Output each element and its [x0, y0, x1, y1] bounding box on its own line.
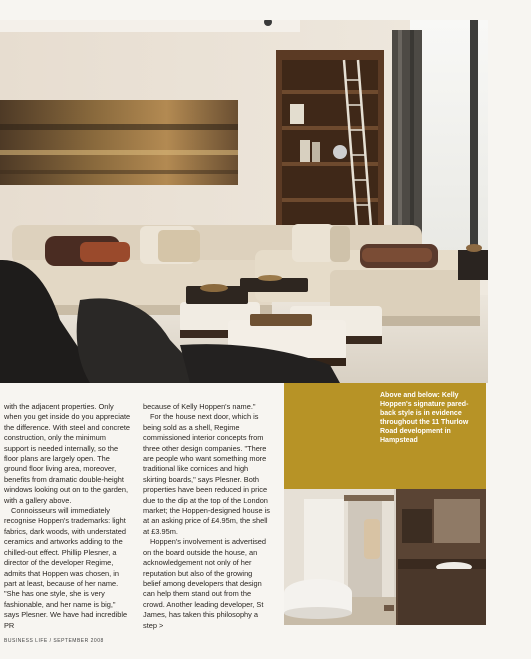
- page-margin: [488, 20, 531, 659]
- paragraph: Connoisseurs will immediately recognise Hoppen's trademarks: light fabrics, dark woods, with understated ceramics and artworks adding to the chilled-out effect. Phillip Plesner, a director of the developer Regime, admits that Hoppen was chosen, in part at least, because of her name. "She has one style, she is very fashionable, and her name is big," says Plesner. We have had incredible PR: [4, 506, 128, 630]
- footer-credit: BUSINESS LIFE / SEPTEMBER 2008: [4, 638, 104, 644]
- living-room-photo: [0, 20, 488, 383]
- bathroom-photo: [284, 489, 486, 625]
- paragraph: Hoppen's involvement is advertised on the board outside the house, an acknowledgement not only of her reputation but also of the growing belief among developers that design can help them stand out from the crowd. Another leading developer, St James, has taken this philosophy a step >: [143, 537, 267, 630]
- robe: [364, 519, 380, 559]
- article-column-1: [4, 402, 132, 631]
- photo-caption: Above and below: Kelly Hoppen's signature pared-back style is in evidence throughout the 11 Thurlow Road development in Hampstead: [380, 392, 469, 444]
- article-column-2: [143, 402, 271, 631]
- paragraph: For the house next door, which is being sold as a shell, Regime commissioned interior concepts from three other design companies. "There are people who want something more traditional like cornices and high skirting boards," says Plesner. Both properties have been reduced in price due to the dip at the top of the London market; the Hoppen-designed house is at an asking price of £4.95m, the shell at £3.95m.: [143, 412, 270, 536]
- caption-box: [284, 383, 486, 489]
- paragraph: with the adjacent properties. Only when you get inside do you appreciate the difference. With steel and concrete construction, only the minimum support is needed internally, so the floor plans are largely open. The ground floor living area, moreover, benefits from dramatic double-height windows looking out on to the garden, with a gallery above.: [4, 402, 131, 505]
- paragraph: because of Kelly Hoppen's name.": [143, 402, 256, 411]
